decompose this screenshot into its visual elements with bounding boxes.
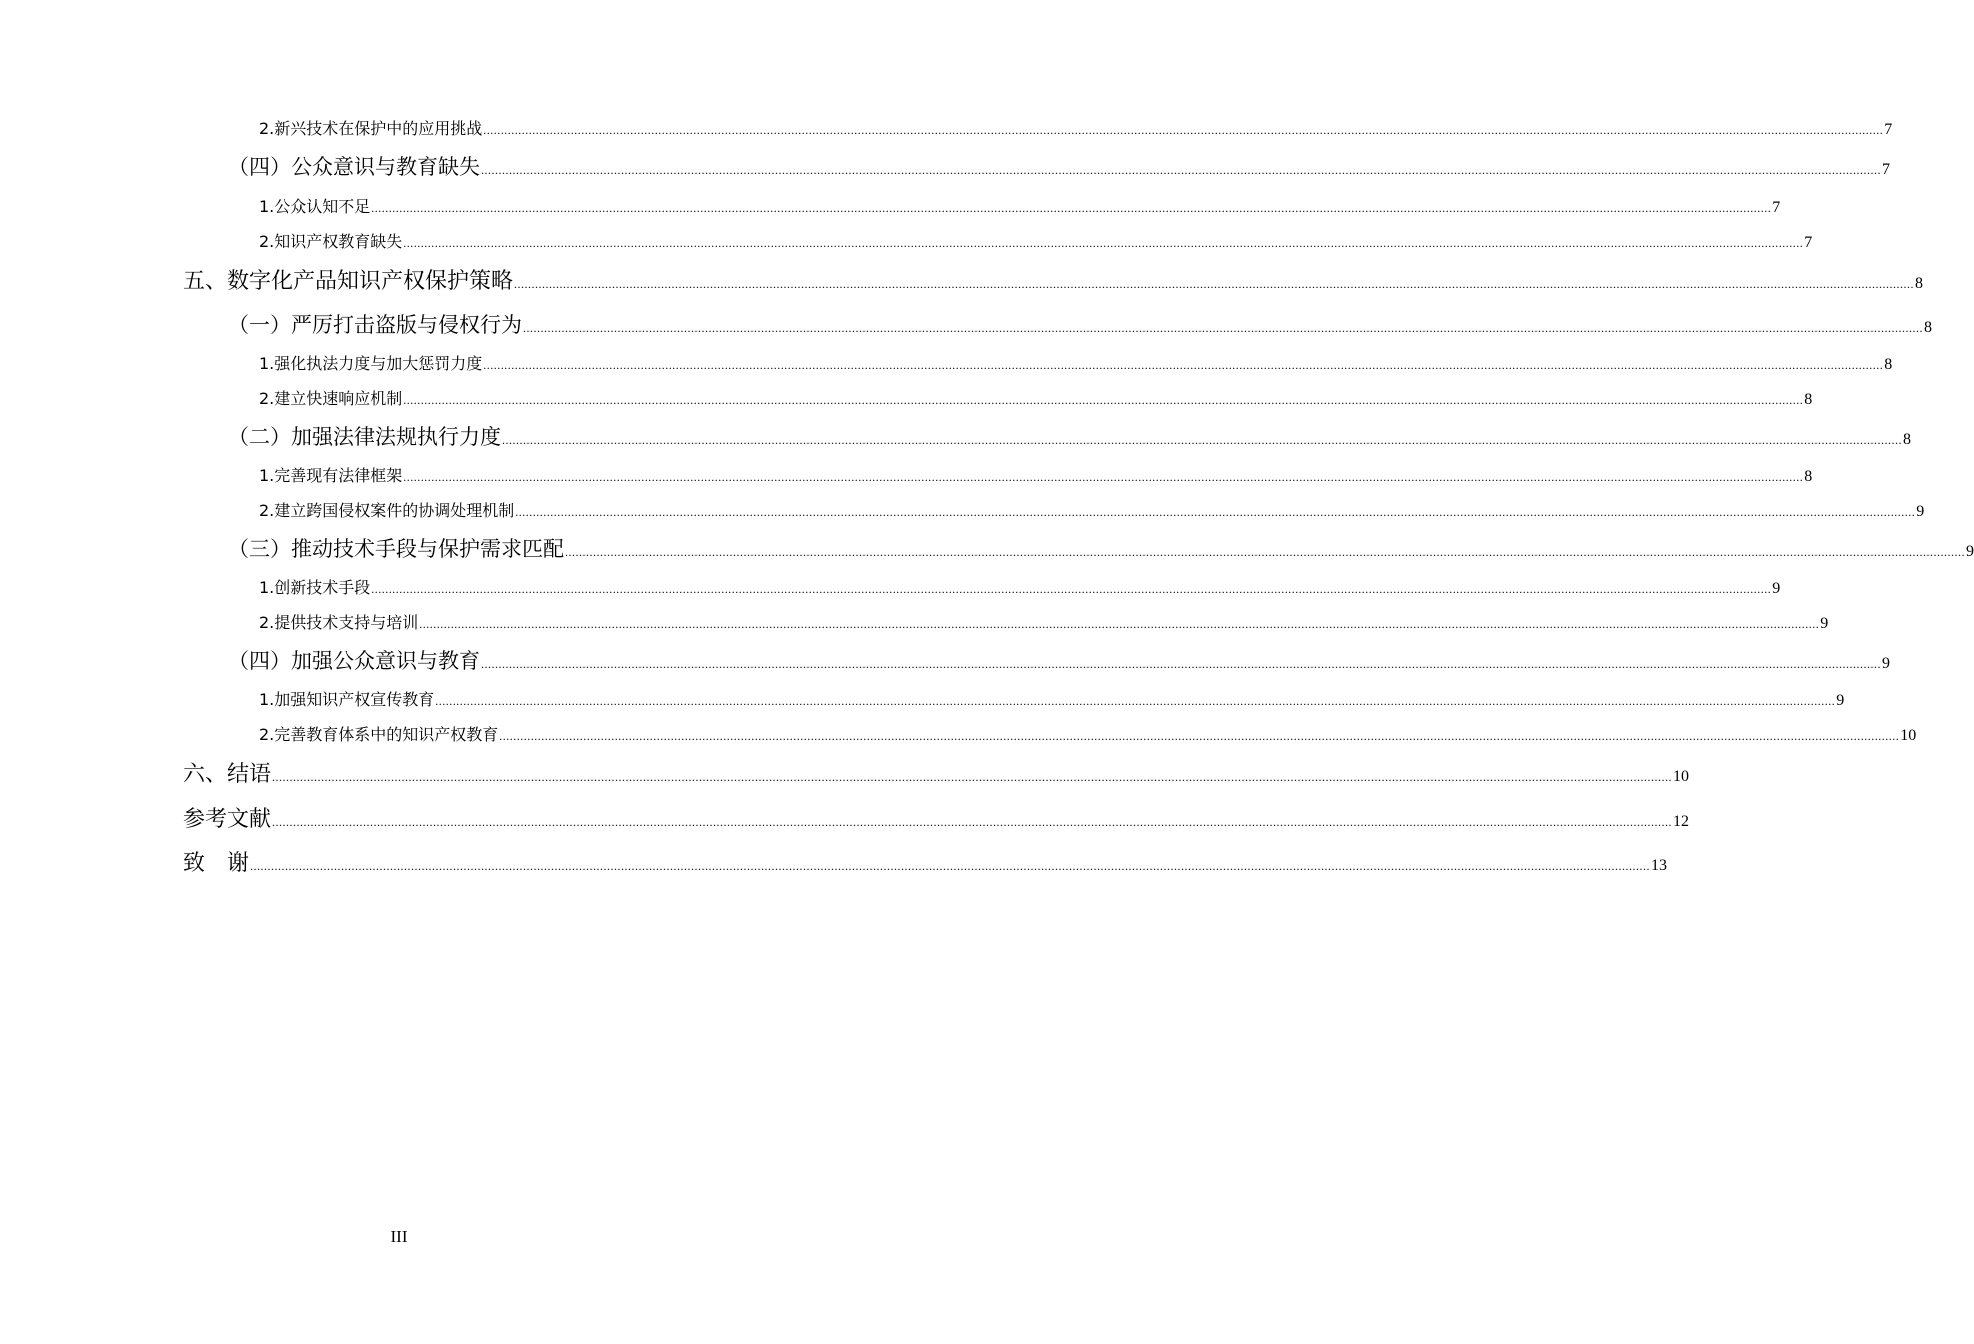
toc-entry[interactable] [259,687,1845,710]
toc-entry-label: 1.强化执法力度与加大惩罚力度 [259,354,483,373]
toc-entry[interactable] [228,309,1932,339]
toc-entry-label: （四）加强公众意识与教育 [228,649,480,673]
toc-entry[interactable] [259,498,1925,521]
toc-entry[interactable] [183,264,1924,295]
page-number-footer: III [390,1227,408,1246]
toc-entry-label: 1.公众认知不足 [259,197,371,216]
toc-entry-label: 致 谢 [183,851,250,876]
toc-entry-page: 9 [1916,503,1925,520]
toc-entry-page: 10 [1900,727,1917,744]
toc-leader-dots: ................................................................................................................................................................................................................................................................................................................................................................................................................ [515,505,1916,519]
toc-entry-page: 8 [1884,356,1893,373]
toc-leader-dots: ................................................................................................................................................................................................................................................................................................................................................................................................................ [483,358,1884,372]
toc-entry-page: 7 [1804,234,1813,251]
toc-leader-dots: ................................................................................................................................................................................................................................................................................................................................................................................................................ [435,694,1836,708]
toc-entry-page: 7 [1772,199,1781,216]
toc-entry-page: 8 [1804,468,1813,485]
toc-entry-page: 9 [1772,580,1781,597]
toc-leader-dots: ................................................................................................................................................................................................................................................................................................................................................................................................................ [499,729,1900,743]
toc-entry-page: 9 [1882,655,1890,672]
toc-leader-dots: ................................................................................................................................................................................................................................................................................................................................................................................................................ [481,657,1881,671]
toc-entry-label: （四）公众意识与教育缺失 [228,155,480,179]
toc-entry-page: 13 [1651,857,1668,874]
toc-entry[interactable] [228,533,1974,563]
toc-entry[interactable] [259,386,1813,409]
toc-entry-label: （三）推动技术手段与保护需求匹配 [228,537,564,561]
toc-entry[interactable] [183,757,1690,788]
toc-entry-label: 2.建立快速响应机制 [259,389,403,408]
toc-entry-label: 2.新兴技术在保护中的应用挑战 [259,119,483,138]
toc-leader-dots: ................................................................................................................................................................................................................................................................................................................................................................................................................ [403,470,1804,484]
toc-leader-dots: ................................................................................................................................................................................................................................................................................................................................................................................................................ [371,201,1772,215]
toc-entry-page: 8 [1924,319,1932,336]
toc-entry-page: 9 [1836,692,1845,709]
toc-entry-label: （一）严厉打击盗版与侵权行为 [228,313,522,337]
toc-entry[interactable] [259,722,1917,745]
toc-entry-label: 六、结语 [183,762,272,787]
toc-leader-dots: ................................................................................................................................................................................................................................................................................................................................................................................................................ [481,163,1881,177]
toc-leader-dots: ................................................................................................................................................................................................................................................................................................................................................................................................................ [565,545,1965,559]
toc-entry-page: 8 [1903,431,1911,448]
toc-entry-page: 8 [1915,275,1924,292]
toc-entry-label: 1.创新技术手段 [259,578,371,597]
toc-entry[interactable] [259,351,1893,374]
toc-entry-label: 1.完善现有法律框架 [259,466,403,485]
toc-entry[interactable] [228,421,1911,451]
toc-leader-dots: ................................................................................................................................................................................................................................................................................................................................................................................................................ [371,582,1772,596]
toc-entry-label: 参考文献 [183,807,272,832]
toc-entry-label: 五、数字化产品知识产权保护策略 [183,269,514,294]
toc-leader-dots: ................................................................................................................................................................................................................................................................................................................................................................................................................ [483,123,1884,137]
toc-leader-dots: ................................................................................................................................................................................................................................................................................................................................................................................................................ [502,433,1902,447]
toc-entry-label: 2.建立跨国侵权案件的协调处理机制 [259,501,515,520]
toc-leader-dots: ................................................................................................................................................................................................................................................................................................................................................................................................................ [403,393,1804,407]
toc-entry-page: 9 [1820,615,1829,632]
toc-entry-label: （二）加强法律法规执行力度 [228,425,501,449]
toc-entry-page: 7 [1884,121,1893,138]
toc-leader-dots: ................................................................................................................................................................................................................................................................................................................................................................................................................ [403,236,1804,250]
toc-leader-dots: ................................................................................................................................................................................................................................................................................................................................................................................................................ [272,815,1673,829]
toc-leader-dots: ................................................................................................................................................................................................................................................................................................................................................................................................................ [419,617,1820,631]
toc-entry-label: 2.提供技术支持与培训 [259,613,419,632]
toc-entry-label: 2.知识产权教育缺失 [259,232,403,251]
toc-entry-page: 7 [1882,161,1890,178]
toc-entry-label: 1.加强知识产权宣传教育 [259,690,435,709]
toc-entry-page: 8 [1804,391,1813,408]
toc-entry-page: 12 [1673,813,1690,830]
toc-entry[interactable] [259,610,1829,633]
toc-entry[interactable] [183,802,1690,833]
toc-leader-dots: ................................................................................................................................................................................................................................................................................................................................................................................................................ [272,770,1673,784]
toc-entry-label: 2.完善教育体系中的知识产权教育 [259,725,499,744]
toc-leader-dots: ................................................................................................................................................................................................................................................................................................................................................................................................................ [523,321,1923,335]
toc-entry[interactable] [228,645,1890,675]
toc-entry[interactable] [228,151,1890,181]
toc-leader-dots: ................................................................................................................................................................................................................................................................................................................................................................................................................ [514,277,1915,291]
toc-entry[interactable] [259,116,1893,139]
toc-entry[interactable] [259,229,1813,252]
toc-entry-page: 10 [1673,768,1690,785]
toc-entry[interactable] [259,575,1781,598]
toc-entry[interactable] [259,194,1781,217]
toc-entry-page: 9 [1966,543,1974,560]
toc-entry[interactable] [259,463,1813,486]
toc-entry[interactable] [183,846,1668,877]
toc-leader-dots: ................................................................................................................................................................................................................................................................................................................................................................................................................ [250,859,1651,873]
